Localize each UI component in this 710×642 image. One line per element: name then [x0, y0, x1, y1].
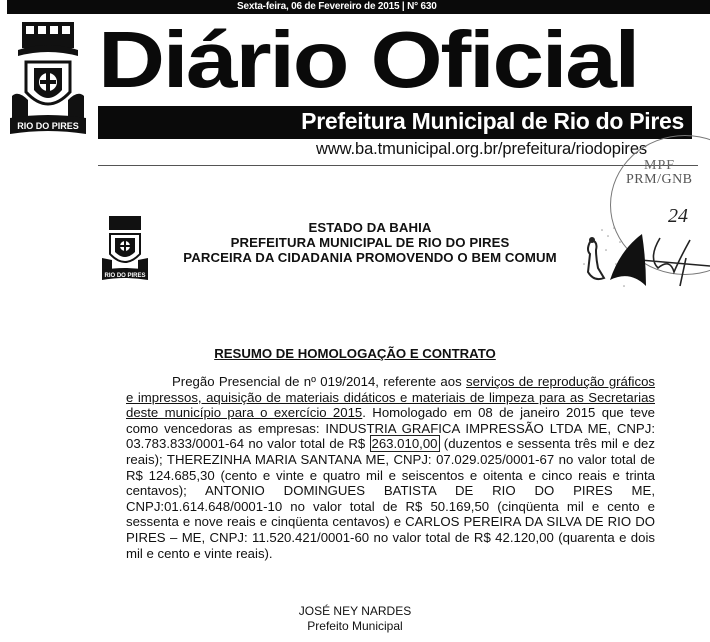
letterhead — [160, 220, 580, 265]
subtitle-bar — [98, 106, 692, 139]
stamp-line-1: MPF — [644, 158, 676, 173]
svg-text:RIO DO PIRES: RIO DO PIRES — [17, 121, 79, 131]
subtitle: Prefeitura Municipal de Rio do Pires — [301, 108, 684, 134]
signatory-name: JOSÉ NEY NARDES — [298, 604, 412, 618]
stamp-handwriting: 24 — [668, 205, 688, 227]
signatory-role: Prefeito Municipal — [307, 619, 403, 633]
document-body — [126, 374, 655, 561]
municipal-crest-icon — [8, 20, 88, 142]
signature-block — [0, 604, 710, 634]
header-divider — [98, 165, 698, 166]
object-description: serviços de reprodução gráficos e impressos, aquisição de materiais didáticos e materiais de limpeza para as Secretarias deste município para o exercício 2015 — [126, 374, 656, 421]
letterhead-crest-icon — [100, 214, 150, 284]
website-url[interactable]: www.ba.tmunicipal.org.br/prefeitura/riodopires — [316, 140, 648, 158]
letterhead-state: ESTADO DA BAHIA — [308, 220, 432, 235]
letterhead-motto: PARCEIRA DA CIDADANIA PROMOVENDO O BEM COMUM — [183, 250, 557, 265]
highlighted-value: 263.010,00 — [371, 436, 438, 452]
stamp-line-2: PRM/GNB — [626, 172, 693, 187]
signature-scribble-icon — [640, 228, 710, 290]
citizenship-emblem-icon — [580, 220, 650, 292]
issue-date: Sexta-feira, 06 de Fevereiro de 2015 | N° 630 — [237, 1, 437, 12]
document-title: RESUMO DE HOMOLOGAÇÃO E CONTRATO — [214, 346, 496, 361]
homologation-paragraph: Pregão Presencial de nº 019/2014, referente aos serviços de reprodução gráficos e impressos, aquisição de materiais didáticos e materiais de limpeza para as Secretarias deste município para o exercício 2015. Homologado em 08 de janeiro 2015 que teve como vencedoras as empresas: INDUSTRIA GRAFICA IMPRESSÃO LTDA ME, CNPJ: 03.783.833/0001-64 no valor total de R$ 263.010,00 (duzentos e sessenta três mil e dez reais); THEREZINHA MARIA SANTANA ME, CNPJ: 07.029.025/0001-67 no valor total de R$ 124.685,30 (cento e vinte e quatro mil e seiscentos e oitenta e cinco reais e trinta centavos); ANTONIO DOMINGUES BATISTA DE RIO DO PIRES ME, CNPJ:01.614.648/0001-10 no valor total de R$ 50.169,50 (cinqüenta mil e cento e sessenta e nove reais e cinqüenta centavos) e CARLOS PEREIRA DA SILVA DE RIO DO PIRES – ME, CNPJ: 11.520.421/0001-60 no valor total de R$ 42.120,00 (quarenta e dois mil e cento e vinte reais). — [126, 374, 656, 561]
masthead-title: Diário Oficial — [98, 15, 638, 104]
letterhead-prefecture: PREFEITURA MUNICIPAL DE RIO DO PIRES — [230, 235, 510, 250]
svg-text:RIO DO PIRES: RIO DO PIRES — [104, 273, 146, 279]
